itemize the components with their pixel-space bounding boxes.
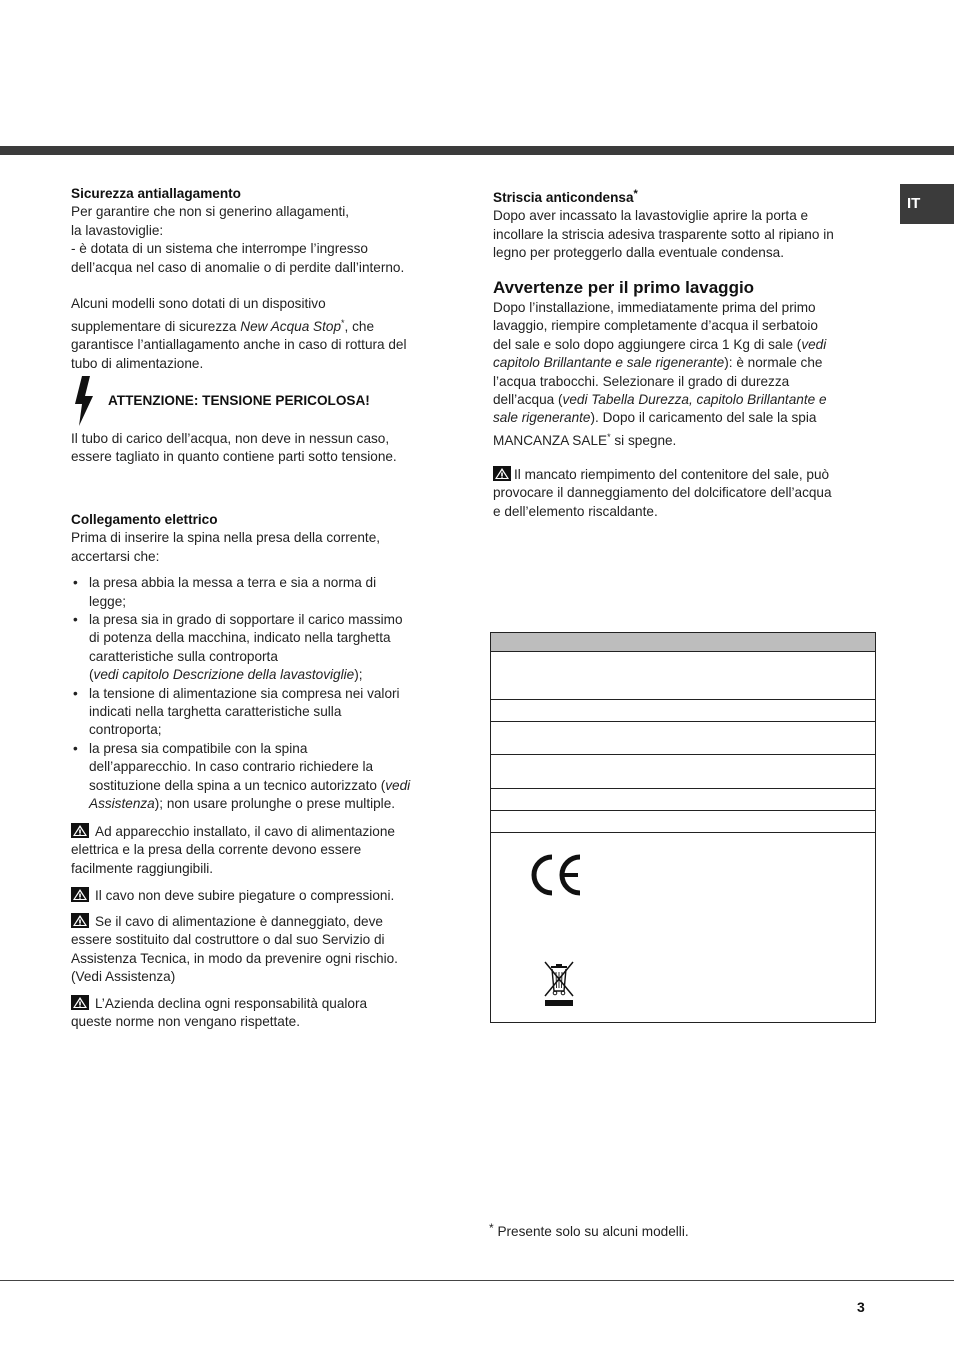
table-header [491,633,875,652]
text-line: essere tagliato in quanto contiene parti sotto tensione. [71,449,397,465]
left-column [71,185,461,373]
text-line: Il tubo di carico dell’acqua, non deve in nessun caso, [71,431,390,446]
list-item: • la presa sia compatibile con la spina dell’apparecchio. In caso contrario richiedere la sostituzione della spina a un tecnico autorizzato (vedi Assistenza); non usare prolunghe o prese multiple. [71,740,461,814]
warning-triangle-icon [71,823,89,838]
weee-bin-icon [542,959,576,1009]
warning-triangle-icon [71,995,89,1010]
warning-block-5: Il mancato riempimento del contenitore del sale, può provocare il danneggiamento del dolcificatore dell’acqua e dell’elemento riscaldante. [493,467,832,519]
table-row [491,810,875,833]
text-line: Per garantire che non si generino allagamenti, [71,204,350,220]
warning-block-4: L’Azienda declina ogni responsabilità qualora queste norme non vengano rispettate. [71,996,368,1030]
first-wash-section: Avvertenze per il primo lavaggio Dopo l’installazione, immediatamente prima del primo lavaggio, riempire completamente d’acqua il serbatoio del sale e solo dopo aggiungere circa 1 Kg di sale (vedi capitolo Brillantante e sale rigenerante): è normale che l’acqua trabocchi. Selezionare il grado di durezza dell’acqua (vedi Tabella Durezza, capitolo Brillantante e sale rigenerante). Dopo il caricamento del sale la spia MANCANZA SALE* si spegne. [493,277,883,450]
footnote: * Presente solo su alcuni modelli. [489,1221,689,1239]
table-row [491,754,875,789]
top-bar [0,146,954,155]
technical-data-table [490,632,876,1023]
text-line: Alcuni modelli sono dotati di un dispositivo [71,296,326,312]
right-column: Striscia anticondensa* Dopo aver incassato la lavastoviglie aprire la porta e incollare la striscia adesiva trasparente sotto al ripiano in legno per proteggerlo dalla eventuale condensa. [493,185,883,263]
list-item: • la presa sia in grado di sopportare il carico massimo di potenza della macchina, indicato nella targhetta caratteristiche sulla controporta (vedi capitolo Descrizione della lavastoviglie); [71,611,461,685]
requirements-list [71,574,461,813]
warning-triangle-icon [71,913,89,928]
table-row [491,721,875,755]
text-line: dell’acqua nel caso di anomalie o di perdite dall’interno. [71,259,405,275]
list-item: • la presa abbia la messa a terra e sia a norma di legge; [71,574,461,611]
warning-block-3: Se il cavo di alimentazione è danneggiato, deve essere sostituito dal costruttore o dal suo Servizio di Assistenza Tecnica, in modo da prevenire ogni rischio. (Vedi Assistenza) [71,914,398,985]
warning-block-1: Ad apparecchio installato, il cavo di alimentazione elettrica e la presa della corrente devono essere facilmente raggiungibili. [71,824,395,876]
list-item: • la tensione di alimentazione sia compresa nei valori indicati nella targhetta caratteristiche sulla controporta; [71,685,461,740]
language-tab: IT [900,184,954,224]
section-title-anti-condensation: Striscia anticondensa* [493,188,638,205]
text-line: tubo di alimentazione. [71,355,204,371]
text-line: supplementare di sicurezza New Acqua Stop*, che [71,317,375,334]
ce-mark-icon [528,853,584,897]
left-column-block2 [71,430,461,467]
section-title-anti-flood: Sicurezza antiallagamento [71,186,241,201]
lightning-icon [73,376,95,426]
attention-heading: ATTENZIONE: TENSIONE PERICOLOSA! [108,393,370,408]
page-number: 3 [857,1299,865,1315]
warning-triangle-icon [71,887,89,902]
text-line: accertarsi che: [71,548,160,564]
section-title-first-wash: Avvertenze per il primo lavaggio [493,278,755,297]
table-row [491,788,875,811]
warning-block-2: Il cavo non deve subire piegature o compressioni. [71,887,461,905]
table-row [491,651,875,700]
warning-triangle-icon [493,466,511,481]
text-line: Prima di inserire la spina nella presa della corrente, [71,530,381,546]
section-title-electrical: Collegamento elettrico [71,512,218,527]
text-line: - è dotata di un sistema che interrompe l’ingresso [71,241,368,257]
text-line: la lavastoviglie: [71,222,164,238]
table-divider [491,832,669,833]
text-line: garantisce l’antiallagamento anche in caso di rottura del [71,337,407,353]
left-column-block3 [71,511,461,814]
table-row [491,699,875,722]
bottom-rule [0,1280,954,1281]
